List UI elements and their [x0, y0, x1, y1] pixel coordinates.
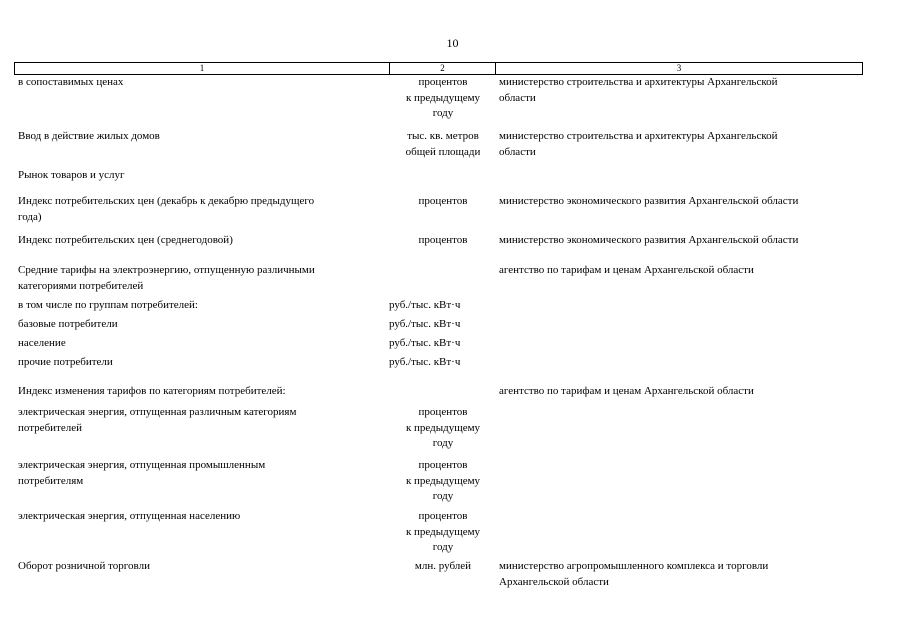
indicator-name: электрическая энергия, отпущенная различным категориям потребителей: [18, 406, 297, 434]
table-header: [14, 62, 863, 75]
responsible-body: [495, 317, 863, 333]
unit: тыс. кв. метров общей площади: [405, 130, 481, 158]
indicator-name: Средние тарифы на электроэнергию, отпущенную различными категориями потребителей: [18, 264, 315, 292]
unit: [389, 168, 495, 184]
table-row: [14, 233, 863, 249]
indicator-name: электрическая энергия, отпущенная населению: [18, 510, 241, 522]
header-col-3: 3: [676, 63, 682, 73]
responsible-body: агентство по тарифам и ценам Архангельской области: [499, 385, 754, 397]
responsible-body: [495, 298, 863, 314]
page-number: 10: [446, 36, 459, 50]
unit: млн. рублей: [414, 560, 472, 572]
table-row: [14, 384, 863, 400]
unit: процентов к предыдущему году: [405, 459, 481, 502]
header-col-2: 2: [390, 63, 496, 74]
table-row: [14, 336, 863, 352]
table-row: [14, 355, 863, 371]
responsible-body: министерство строительства и архитектуры Архангельской области: [499, 76, 778, 104]
responsible-body: [495, 458, 863, 505]
table-row: [14, 405, 863, 452]
indicator-name: Индекс потребительских цен (декабрь к декабрю предыдущего года): [18, 195, 315, 223]
unit: руб./тыс. кВт·ч: [389, 299, 461, 311]
responsible-body: [495, 168, 863, 184]
section-heading: Рынок товаров и услуг: [18, 169, 125, 181]
unit: процентов: [418, 234, 468, 246]
table-row: [14, 298, 863, 314]
unit: [389, 384, 495, 400]
table-row: [14, 129, 863, 160]
responsible-body: агентство по тарифам и ценам Архангельской области: [499, 264, 754, 276]
responsible-body: [495, 405, 863, 452]
responsible-body: [495, 336, 863, 352]
indicator-name: Оборот розничной торговли: [18, 560, 150, 572]
table-row: [14, 263, 863, 294]
header-col-1: 1: [15, 63, 390, 74]
responsible-body: министерство агропромышленного комплекса и торговли Архангельской области: [499, 560, 769, 588]
unit: руб./тыс. кВт·ч: [389, 318, 461, 330]
indicator-name: Индекс изменения тарифов по категориям потребителей:: [18, 385, 286, 397]
indicator-name: население: [18, 337, 66, 349]
table-row: [14, 317, 863, 333]
table-row: [14, 75, 863, 122]
unit: процентов к предыдущему году: [405, 510, 481, 553]
table-row: [14, 509, 863, 556]
unit: процентов к предыдущему году: [405, 76, 481, 119]
indicator-name: Ввод в действие жилых домов: [18, 130, 160, 142]
unit: руб./тыс. кВт·ч: [389, 356, 461, 368]
table-row: [14, 458, 863, 505]
unit: руб./тыс. кВт·ч: [389, 337, 461, 349]
indicator-name: электрическая энергия, отпущенная промышленным потребителям: [18, 459, 266, 487]
indicator-name: в том числе по группам потребителей:: [18, 299, 198, 311]
indicator-name: Индекс потребительских цен (среднегодовой): [18, 234, 233, 246]
unit: процентов к предыдущему году: [405, 406, 481, 449]
table-row: [14, 559, 863, 590]
unit: [389, 263, 495, 294]
table-row: [14, 168, 863, 184]
table-row: [14, 194, 863, 225]
indicator-name: базовые потребители: [18, 318, 118, 330]
indicator-name: прочие потребители: [18, 356, 113, 368]
indicator-name: в сопоставимых ценах: [18, 76, 124, 88]
responsible-body: министерство экономического развития Архангельской области: [499, 195, 799, 207]
responsible-body: [495, 355, 863, 371]
responsible-body: министерство экономического развития Архангельской области: [499, 234, 799, 246]
responsible-body: министерство строительства и архитектуры Архангельской области: [499, 130, 778, 158]
responsible-body: [495, 509, 863, 556]
unit: процентов: [418, 195, 468, 207]
